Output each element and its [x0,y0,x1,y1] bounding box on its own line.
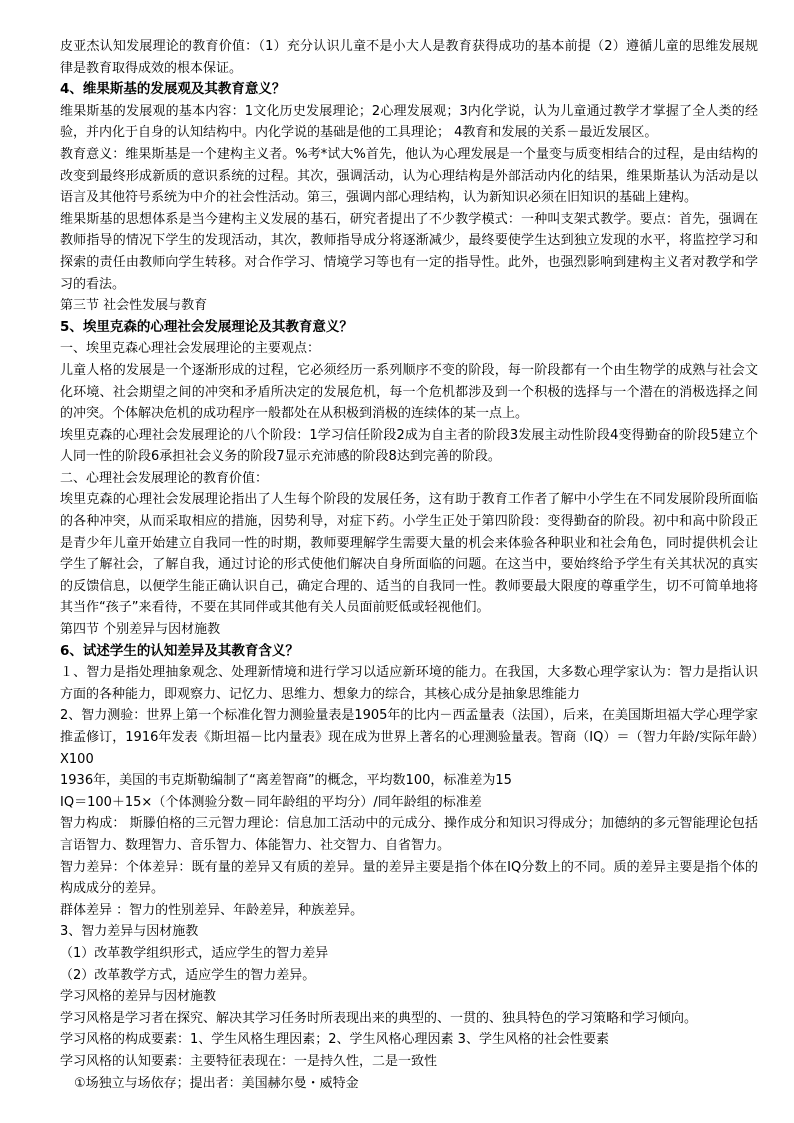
paragraph: １、智力是指处理抽象观念、处理新情境和进行学习以适应新环境的能力。在我国，大多数心理学家认为：智力是指认识方面的各种能力，即观察力、记忆力、思维力、想象力的综合，其核心成分是抽象思维能力 [60,665,758,702]
subheading: 学习风格的差异与因材施教 [60,989,217,1005]
paragraph: 埃里克森的心理社会发展理论的八个阶段：1学习信任阶段2成为自主者的阶段3发展主动性阶段4变得勤奋的阶段5建立个人同一性的阶段6承担社会义务的阶段7显示充沛感的阶段8达到完善的阶段。 [60,427,758,465]
section-heading: 4、维果斯基的发展观及其教育意义？ [60,81,286,98]
section-heading: 6、试述学生的认知差异及其教育含义？ [60,642,299,659]
paragraph: 群体差异 ：智力的性别差异、年龄差异，种族差异。 [60,902,364,918]
list-item: （1）改革教学组织形式，适应学生的智力差异 [60,945,329,961]
list-item: ①场独立与场依存；提出者：美国赫尔曼・威特金 [74,1075,359,1091]
paragraph: 学习风格的认知要素：主要特征表现在：一是持久性，二是一致性 [60,1053,438,1069]
paragraph: 学习风格是学习者在探究、解决其学习任务时所表现出来的典型的、一贯的、独具特色的学习策略和学习倾向。 [60,1010,698,1026]
section-heading: 5、埃里克森的心理社会发展理论及其教育意义？ [60,318,353,335]
subheading: 二、心理社会发展理论的教育价值： [60,470,269,486]
chapter-section-title: 第三节 社会性发展与教育 [60,298,208,314]
subheading: 一、埃里克森心理社会发展理论的主要观点： [60,341,321,357]
list-item: （2）改革教学方式，适应学生的智力差异。 [60,967,316,983]
paragraph: 智力差异：个体差异：既有量的差异又有质的差异。量的差异主要是指个体在IQ分数上的不同。质的差异主要是指个体的构成成分的差异。 [60,859,758,897]
paragraph: 儿童人格的发展是一个逐渐形成的过程，它必须经历一系列顺序不变的阶段，每一阶段都有一个由生物学的成熟与社会文化环境、社会期望之间的冲突和矛盾所决定的发展危机，每一个危机都涉及到一个积极的选择与一个潜在的消极选择之间的冲突。个体解决危机的成功程序一般都处在从积极到消极的连续体的某一点上。 [60,362,758,422]
paragraph: 维果斯基的思想体系是当今建构主义发展的基石，研究者提出了不少教学模式：一种叫支架式教学。要点：首先，强调在教师指导的情况下学生的发现活动，其次，教师指导成分将逐渐减少，最终要使学生达到独立发现的水平，将监控学习和探索的责任由教师向学生转移。对合作学习、情境学习等也有一定的指导性。此外，也强烈影响到建构主义者对教学和学习的看法。 [60,211,758,292]
paragraph: 教育意义：维果斯基是一个建构主义者。%考*试大%首先，他认为心理发展是一个量变与质变相结合的过程，是由结构的改变到最终形成新质的意识系统的过程。其次，强调活动，认为心理结构是外部活动内化的结果，维果斯基认为活动是以语言及其他符号系统为中介的社会性活动。第三，强调内部心理结构，认为新知识必须在旧知识的基础上建构。 [60,146,758,206]
paragraph: 2、智力测验：世界上第一个标准化智力测验量表是1905年的比内－西孟量表（法国），后来，在美国斯坦福大学心理学家推孟修订，1916年发表《斯坦福－比内量表》现在成为世界上著名的心理测验量表。智商（IQ）＝（智力年龄/实际年龄）X100 [60,708,758,767]
paragraph: 维果斯基的发展观的基本内容：1文化历史发展理论；2心理发展观；3内化学说，认为儿童通过教学才掌握了全人类的经验，并内化于自身的认知结构中。内化学说的基础是他的工具理论； 4教育和发展的关系－最近发展区。 [60,103,758,141]
paragraph: 埃里克森的心理社会发展理论指出了人生每个阶段的发展任务，这有助于教育工作者了解中小学生在不同发展阶段所面临的各种冲突，从而采取相应的措施，因势利导，对症下药。小学生正处于第四阶段：变得勤奋的阶段。初中和高中阶段正是青少年儿童开始建立自我同一性的时期，教师要理解学生需要大量的机会来体验各种职业和社会角色，同时提供机会让学生了解社会，了解自我，通过讨论的形式使他们解决自身所面临的问题。在这当中，要始终给予学生有关其状况的真实的反馈信息，以便学生能正确认识自己，确定合理的、适当的自我同一性。教师要最大限度的尊重学生，切不可简单地将其当作“孩子”来看待，不要在其同伴或其他有关人员面前贬低或轻视他们。 [60,492,758,616]
paragraph: 皮亚杰认知发展理论的教育价值：（1）充分认识儿童不是小大人是教育获得成功的基本前提（2）遵循儿童的思维发展规律是教育取得成效的根本保证。 [60,39,758,76]
paragraph: 1936年，美国的韦克斯勒编制了“离差智商”的概念，平均数100，标准差为15 [60,773,512,789]
chapter-section-title: 第四节 个别差异与因材施教 [60,622,221,638]
paragraph: 智力构成： 斯滕伯格的三元智力理论：信息加工活动中的元成分、操作成分和知识习得成分；加德纳的多元智能理论包括言语智力、数理智力、音乐智力、体能智力、社交智力、自省智力。 [60,816,758,853]
subheading: 3、智力差异与因材施教 [60,924,199,940]
paragraph: 学习风格的构成要素：1、学生风格生理因素；2、学生风格心理因素 3、学生风格的社会性要素 [60,1032,609,1048]
formula-line: IQ＝100＋15×（个体测验分数－同年龄组的平均分）/同年龄组的标准差 [60,794,482,810]
